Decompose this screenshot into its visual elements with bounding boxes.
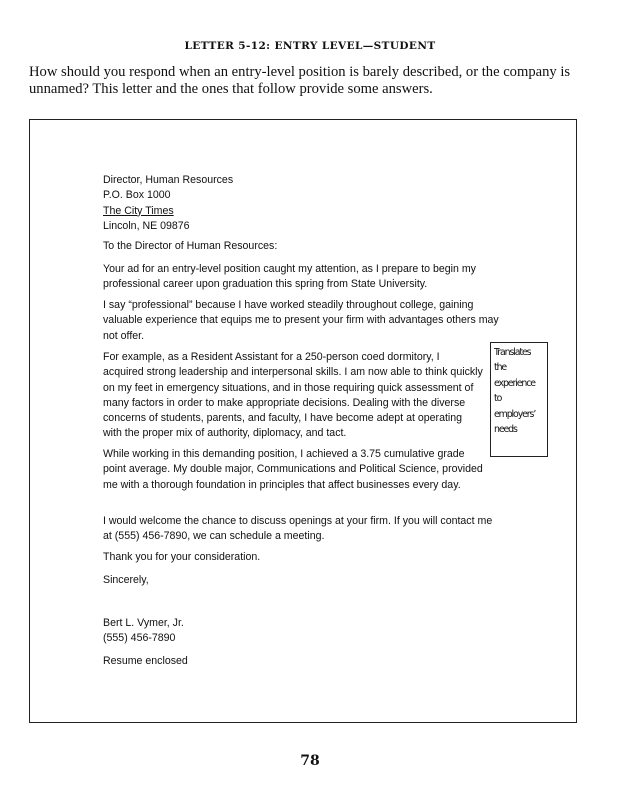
address-line: The City Times: [103, 204, 174, 217]
margin-note-line: experience: [494, 377, 535, 389]
page-number: 78: [300, 753, 320, 769]
margin-note-line: needs: [494, 424, 517, 436]
paragraph: I would welcome the chance to discuss openings at your firm. If you will contact me at (555) 456-7890, we can schedule a meeting.: [103, 515, 493, 543]
paragraph: For example, as a Resident Assistant for a 250-person coed dormitory, I acquired strong leadership and interpersonal skills. I am now able to think quickly on my feet in emergency situations, and in those requiring quick assessment of many factors in order to make appropriate decisions. Dealing with the diverse concerns of students, parents, and faculty, I have become adept at operating with the proper mix of authority, diplomacy, and tact.: [103, 351, 483, 440]
paragraph: While working in this demanding position, I achieved a 3.75 cumulative grade point average. My double major, Communications and Political Science, provided me with a thorough foundation in principles that affect businesses every day.: [103, 448, 483, 491]
salutation: To the Director of Human Resources:: [103, 240, 278, 252]
address-line: Lincoln, NE 09876: [103, 219, 190, 232]
margin-note-line: to: [494, 393, 502, 405]
signature-phone: (555) 456-7890: [103, 632, 176, 644]
closing: Sincerely,: [103, 574, 149, 586]
paragraph: Your ad for an entry-level position caught my attention, as I prepare to begin my professional career upon graduation this spring from State University.: [103, 263, 476, 291]
enclosure-note: Resume enclosed: [103, 655, 188, 667]
margin-note-line: the: [494, 362, 507, 374]
page-header: LETTER 5-12: ENTRY LEVEL—STUDENT: [184, 40, 436, 52]
paragraph: I say “professional” because I have worked steadily throughout college, gaining valuable experience that equips me to present your firm with advantages others may not offer.: [103, 299, 499, 342]
margin-note-line: employers’: [494, 408, 536, 420]
thanks-line: Thank you for your consideration.: [103, 551, 261, 563]
margin-note: [490, 342, 548, 457]
address-line: P.O. Box 1000: [103, 189, 171, 202]
intro-text: How should you respond when an entry-level position is barely described, or the company is unnamed? This letter and the ones that follow provide some answers.: [29, 64, 571, 97]
recipient-address: [103, 173, 503, 234]
margin-note-line: Translates: [494, 347, 531, 358]
address-line: Director, Human Resources: [103, 174, 234, 186]
signature-name: Bert L. Vymer, Jr.: [103, 617, 184, 629]
